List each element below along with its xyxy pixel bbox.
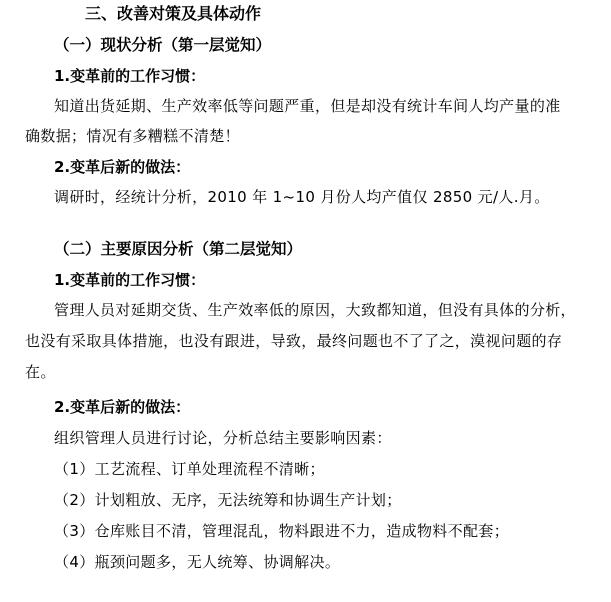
list-item: （1）工艺流程、订单处理流程不清晰； (54, 460, 325, 478)
list-item: （2）计划粗放、无序，无法统筹和协调生产计划； (54, 491, 402, 509)
part1-heading: （一）现状分析（第一层觉知） (54, 36, 272, 54)
list-item: （4）瓶颈问题多，无人统筹、协调解决。 (54, 553, 341, 571)
part1-before-line-2: 确数据；情况有多糟糕不清楚！ (25, 127, 240, 145)
part1-after-line-1: 调研时，经统计分析，2010 年 1~10 月份人均产值仅 2850 元/人.月。 (54, 188, 550, 206)
part2-before-line-1: 管理人员对延期交货、生产效率低的原因，大致都知道，但没有具体的分析， (54, 301, 576, 319)
part1-before-line-1: 知道出货延期、生产效率低等问题严重，但是却没有统计车间人均产量的准 (54, 97, 561, 115)
list-item: （3）仓库账目不清，管理混乱，物料跟进不力，造成物料不配套； (54, 522, 510, 540)
part2-before-line-3: 在。 (25, 363, 56, 381)
part2-before-line-2: 也没有采取具体措施，也没有跟进，导致，最终问题也不了了之，漠视问题的存 (25, 332, 563, 350)
part2-before-heading: 1.变革前的工作习惯： (54, 271, 206, 289)
part1-after-heading: 2.变革后新的做法： (54, 158, 191, 176)
part2-after-heading: 2.变革后新的做法： (54, 398, 191, 416)
part1-before-heading: 1.变革前的工作习惯： (54, 67, 206, 85)
part2-heading: （二）主要原因分析（第二层觉知） (54, 240, 303, 258)
section-title: 三、改善对策及具体动作 (85, 4, 262, 23)
part2-after-intro: 组织管理人员进行讨论，分析总结主要影响因素： (54, 429, 392, 447)
